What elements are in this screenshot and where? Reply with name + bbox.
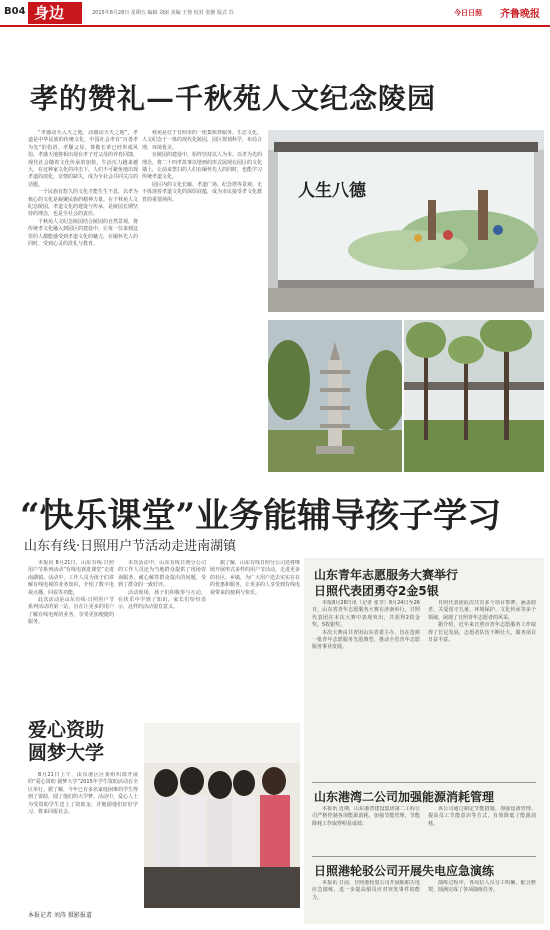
page-header	[0, 0, 550, 26]
mural-title: 人生八德	[298, 181, 366, 201]
article2-column-3	[210, 560, 300, 710]
paragraph: 千秋苑人文纪念陵园结合陵园的自然景观，将传统孝文化融入到园区的建设中，让每一位来到这里的人都能感受到孝道文化的魅力，在缅怀先人的同时，受到心灵的洗礼与教育。	[28, 218, 138, 248]
brief1-title: 山东青年志愿服务大赛举行	[314, 568, 459, 582]
article3-reporter: 本报记者 刘涛 摄影报道	[28, 912, 92, 919]
brief3-col1-text: 本报讯 日前，日照港轮驳公司开展船舶失电应急演练，进一步提高船员应对突发事件的能力。	[312, 880, 420, 901]
paragraph: 本报讯 8月21日，山东有线·日照用户节系列活动“有线电视进课堂”走进南湖镇。活动中，工作人员为孩子们讲解有线电视的业务知识，介绍了数字电视点播、回看等功能。	[28, 560, 114, 596]
brief-divider-2	[312, 856, 536, 857]
article1-column-2	[142, 130, 262, 480]
classroom-image	[144, 723, 300, 908]
brief1-col2-text	[428, 600, 536, 644]
brief3-col2-text: 演练过程中，各岗位人员分工明确，配合默契，圆满完成了各项演练任务。	[428, 880, 536, 894]
article1-column-1	[28, 130, 138, 480]
brief1-subtitle: 日照代表团勇夺2金5银	[314, 584, 439, 598]
brief2-column-1	[312, 806, 420, 852]
paragraph: 园区内的文化长廊、孝道广场、纪念塔等景观，无不体现着孝道文化的深厚底蕴，成为市民接受孝文化教育的重要场所。	[142, 181, 262, 203]
brief1-column-2	[428, 600, 536, 750]
brief-divider-1	[312, 782, 536, 783]
garden-image	[404, 320, 544, 472]
page-number: B04	[4, 6, 26, 17]
pagoda-image	[268, 320, 402, 472]
article2-subheadline: 山东有线·日照用户节活动走进南湖镇	[24, 539, 237, 554]
brief2-col2-text: 该公司通过制定节能措施、加强设备管理、提高员工节能意识等方式，有效降低了能源消耗。	[428, 806, 536, 827]
article2-col3-text: 据了解，山东有线日照分公司还将继续开展形式多样的用户节活动，走进更多的社区、乡镇，为广大用户送去实实在在的优惠和服务，让更多的人享受到有线电视带来的便利与快乐。	[210, 560, 300, 596]
news-brief-box	[304, 558, 544, 924]
article3-body	[28, 772, 138, 902]
paragraph: “孝感动天入天之地，动感动天天之地”，孝道是中华民族的传统文化，中国社会孝有“百善孝为先”的俗语。孝顺父母，尊敬长辈已经形成风俗。孝感天地将相出现在孝子对父母的养育回馈，现代社会随着文化传承的加快，生活压力越来越大，在这种家文化的冲击下，人们不可避免地出现孝道的淡化，亲情的缺失，成为全社会共同关注的话题。	[28, 130, 138, 188]
classroom-photo	[144, 723, 300, 908]
article2-col1-text	[28, 560, 114, 627]
section-name: 身边	[28, 2, 82, 24]
mural-image	[268, 130, 544, 312]
brief3-column-2	[428, 880, 536, 920]
paragraph: 本报8月28日讯（记者 张节）8月24日至26日，山东省青年志愿服务大赛在济南举行，日照代表团在本次大赛中表现突出，共获得2枚金奖、5枚银奖。	[312, 600, 420, 629]
brief1-column-1	[312, 600, 420, 750]
article2-col2-text	[118, 560, 206, 612]
paragraph: 秋苑是位于日照市的一座集殡葬服务、生态文化、人文纪念于一体的现代化陵园，园区规划科学，布局合理，环境优美。	[142, 130, 262, 151]
paragraph: 此次活动是山东有线·日照用户节系列活动的第一站，旨在让更多的用户了解有线电视的业务，享受更加便捷的服务。	[28, 597, 114, 626]
paragraph: 活动现场，孩子们积极参与互动，在快乐中学到了知识。家长们纷纷表示，这样的活动很有意义。	[118, 589, 206, 611]
brief2-column-2	[428, 806, 536, 852]
article2-column-1	[28, 560, 114, 710]
article2-headline: “快乐课堂”业务能辅导孩子学习	[20, 496, 502, 536]
brief2-title: 山东港湾二公司加强能源消耗管理	[314, 790, 495, 804]
article2-column-2	[118, 560, 206, 710]
header-rule	[0, 25, 550, 27]
article1-col2-text	[142, 130, 262, 204]
brief3-column-1	[312, 880, 420, 920]
paragraph: 本次活动中，山东有线日照分公司的工作人员还为当地群众提供了现场咨询服务，耐心解答群众提出的问题，受到了群众的一致好评。	[118, 560, 206, 589]
brief2-col1-text: 本报讯 近期，山东港湾建设集团第二工程公司严格控制各项能源消耗，加强节能管理，节能降耗工作取得明显成效。	[312, 806, 420, 827]
article3-body-text: 8月21日上午，由东港区区委组织部开展的“爱心资助 圆梦大学”2015年学生资助活动在全区举行。据了解，今年已有多名家庭困难的学生得到了资助，圆了他们的大学梦。活动中，爱心人士为受资助学生送上了资助金，并勉励他们好好学习，将来回报社会。	[28, 772, 138, 816]
brief3-title: 日照港轮驳公司开展失电应急演练	[314, 864, 495, 878]
paper-logo: 齐鲁晚报	[500, 9, 540, 20]
article1-headline: 孝的赞礼—千秋苑人文纪念陵园	[30, 82, 437, 115]
paper-name: 今日日照	[454, 9, 482, 17]
article3-headline-line2: 圆梦大学	[28, 742, 105, 764]
brief1-col1-text	[312, 600, 420, 652]
paragraph: 一个民族有悠久的文化才能生生不息，以孝为核心的文化是凝聚民族的精神力量。在千秋苑人文纪念陵园，孝道文化的建设与传承，是陵园长期坚持的理念，也是全社会的责任。	[28, 189, 138, 218]
article1-col1-text	[28, 130, 138, 249]
paragraph: 本次大赛由共青团山东省委主办，旨在选树一批青年志愿服务先进典型，推动全省青年志愿服务事业发展。	[312, 629, 420, 651]
header-meta: 2015年8月28日 星期五 编辑 刘丽 美编 王鲁 校对 张静 版式 苏	[92, 10, 234, 16]
paragraph: 日照代表团此次共有多个项目参赛，涵盖助老、关爱留守儿童、环境保护、文化传承等多个领域，展现了日照青年志愿者的风采。	[428, 600, 536, 621]
paragraph: 据介绍，近年来日照市青年志愿服务工作取得了长足发展，志愿者队伍不断壮大，服务项目日益丰富。	[428, 622, 536, 644]
article3-headline	[28, 719, 104, 765]
pagoda-photo	[268, 320, 402, 472]
garden-photo	[404, 320, 544, 472]
paragraph: 在陵园的建设中，始终坚持以人为本、以孝为先的理念，将二十四孝故事以壁画的形式展现在园区的文化墙上，让前来祭扫的人们在缅怀先人的同时，也能学习传统孝道文化。	[142, 152, 262, 181]
article3-headline-line1: 爱心资助	[28, 719, 105, 741]
mural-photo	[268, 130, 544, 312]
